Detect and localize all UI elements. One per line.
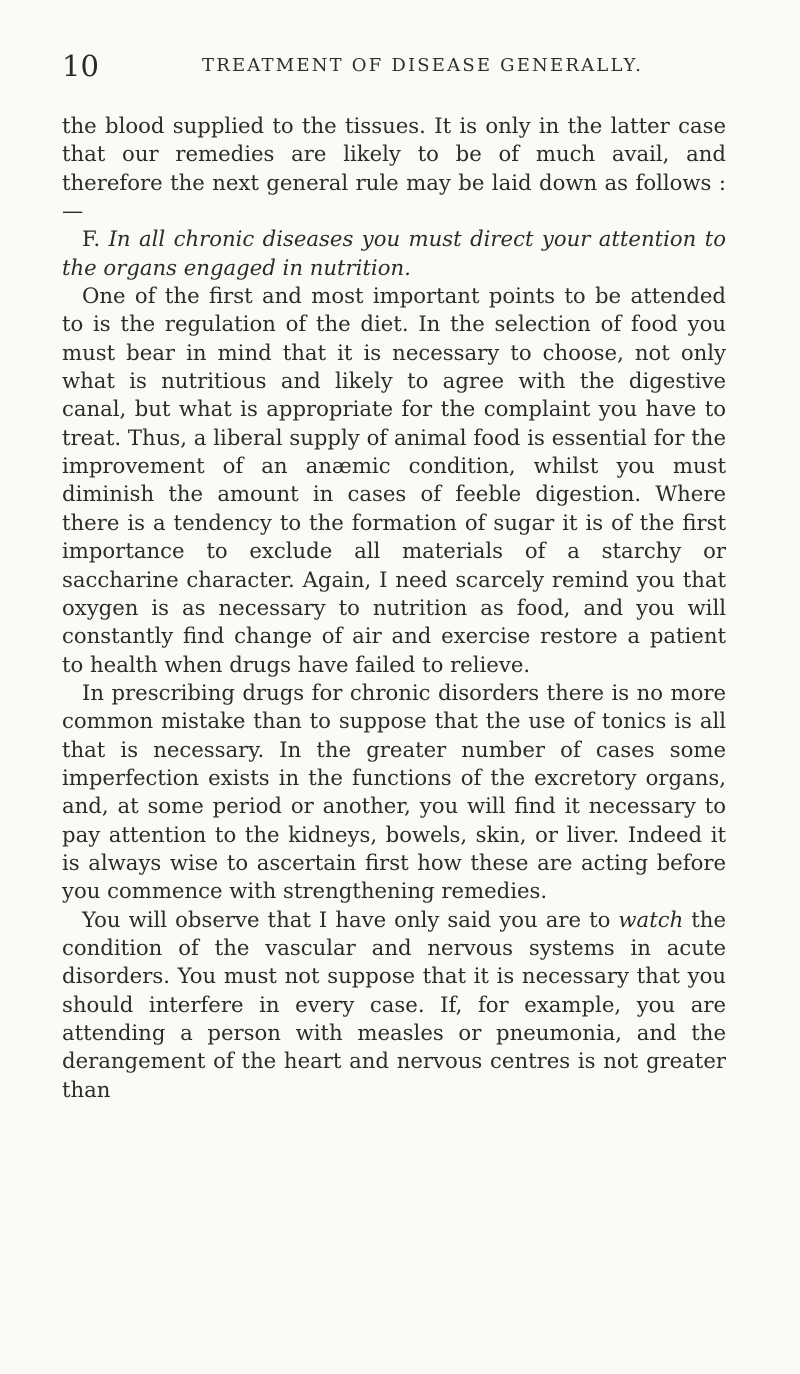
paragraph-1: the blood supplied to the tissues. It is only in the latter case that our remedies are likely to be of much avail, and therefore the next general rule may be laid down as follows :— (62, 113, 726, 224)
paragraph-4-start: You will observe that I have only said you are to (82, 906, 611, 932)
paragraph-2: One of the first and most important points to be attended to is the regulation of the diet. In the selection of food you must bear in mind that it is necessary to choose, not only what is nutritious and likely to agree with the digestive canal, but what is appropriate for the complaint you have to treat. Thus, a liberal supply of animal food is essential for the improvement of an anæmic condition, whilst you must diminish the amount in cases of feeble digestion. Where there is a tendency to the formation of sugar it is of the first importance to exclude all materials of a starchy or saccharine character. Again, I need scarcely remind you that oxygen is as necessary to nutrition as food, and you will constantly find change of air and exercise restore a patient to health when drugs have failed to relieve. (62, 283, 726, 677)
page-number: 10 (62, 49, 99, 83)
page-header (62, 49, 726, 97)
running-head: TREATMENT OF DISEASE GENERALLY. (202, 55, 644, 76)
rule-text: In all chronic diseases you must direct your attention to the organs engaged in nutrition. (62, 226, 726, 280)
paragraph-4 (62, 906, 726, 1104)
rule-letter: F. (82, 226, 101, 252)
emphasis-watch: watch (618, 906, 684, 932)
paragraph-4-rest: the condition of the vascular and nervous systems in acute disorders. You must not suppose that it is necessary that you should interfere in every case. If, for example, you are attending a person with measles or pneumonia, and the derangement of the heart and nervous centres is not greater than (62, 906, 726, 1102)
body-text (62, 112, 726, 1104)
book-page (62, 49, 726, 1102)
paragraph-3: In prescribing drugs for chronic disorders there is no more common mistake than to suppose that the use of tonics is all that is necessary. In the greater number of cases some imperfection exists in the functions of the excretory organs, and, at some period or another, you will find it necessary to pay attention to the kidneys, bowels, skin, or liver. Indeed it is always wise to ascertain first how these are acting before you commence with strengthening remedies. (62, 679, 726, 904)
rule-f (62, 225, 726, 282)
